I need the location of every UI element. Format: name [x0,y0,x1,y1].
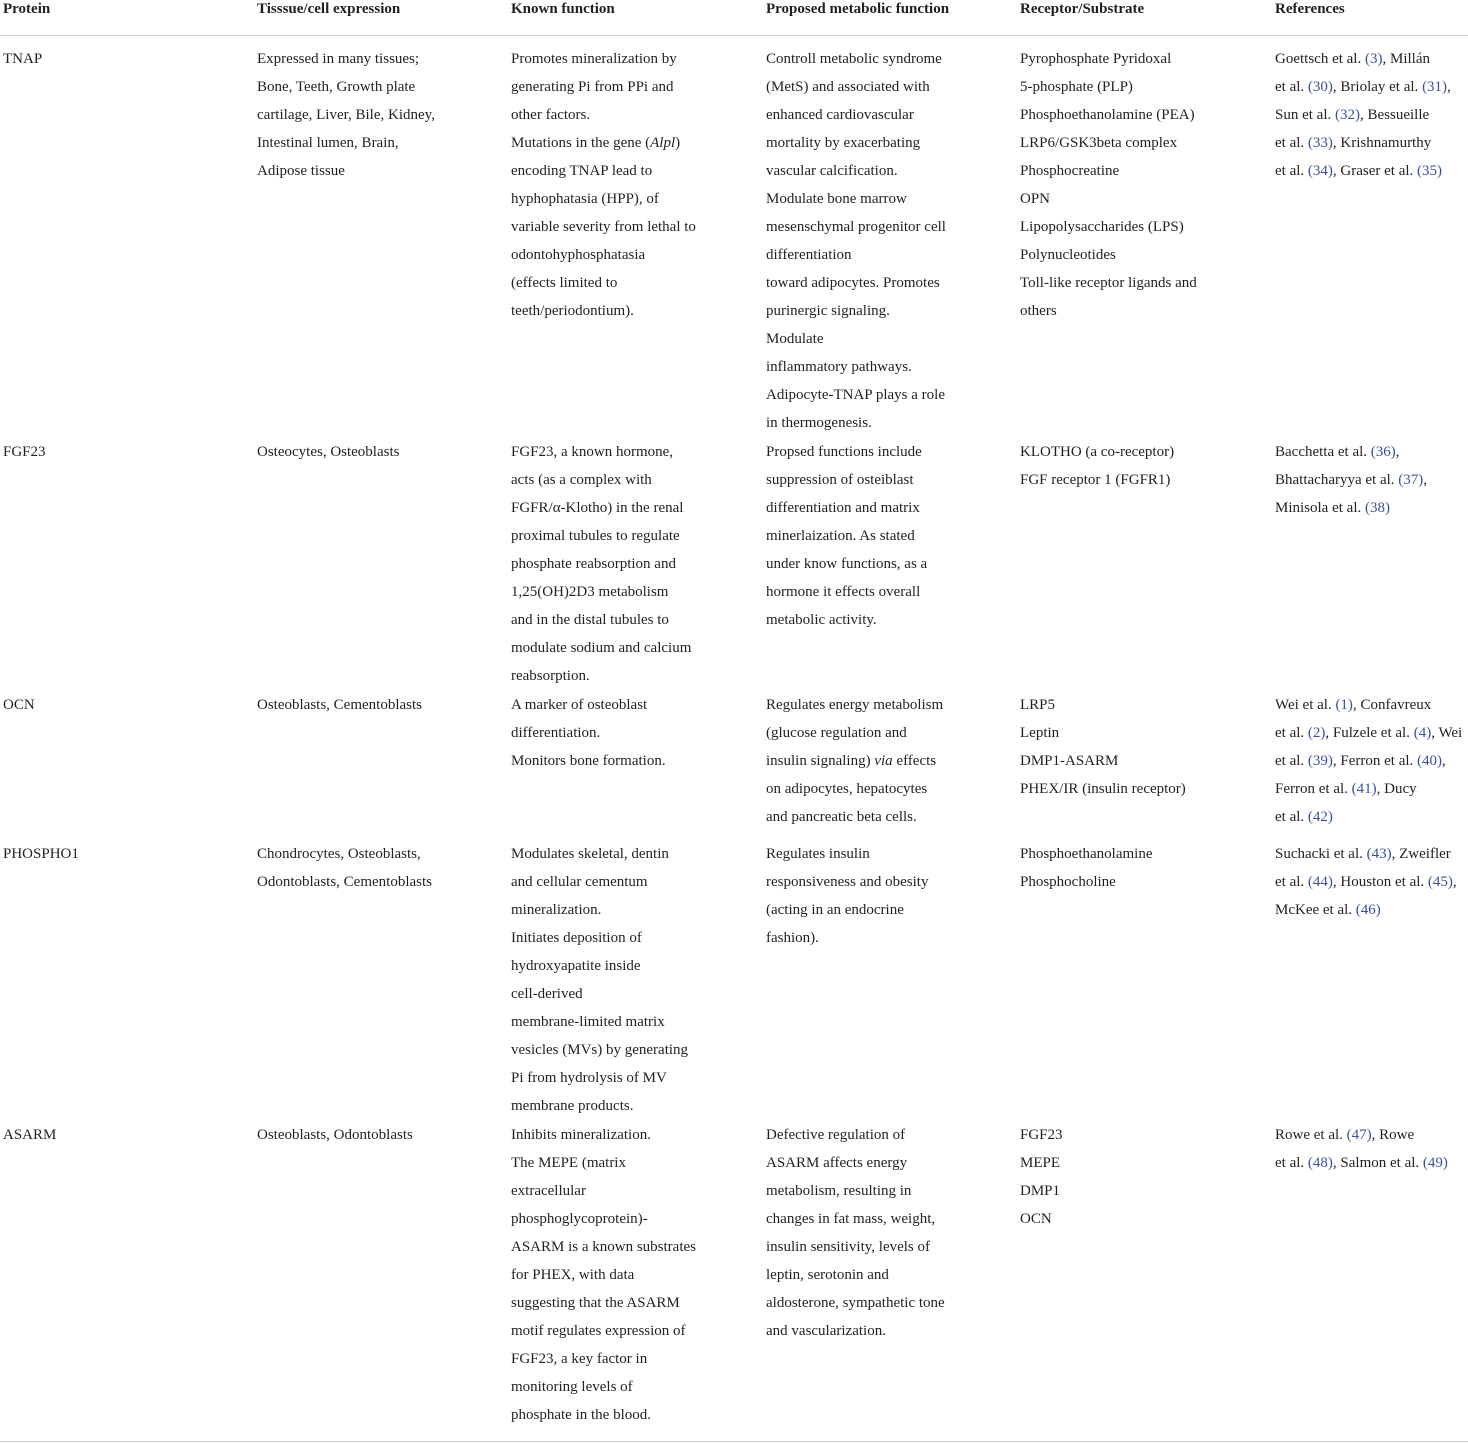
header-references: References [1275,1,1345,17]
cell-metabolic [766,691,1011,831]
reference-link[interactable]: (41) [1351,781,1377,797]
reference-link[interactable]: (32) [1335,107,1360,123]
cell-protein: ASARM [3,1127,57,1143]
reference-text: Goettsch et al. [1275,51,1365,67]
header-metabolic: Proposed metabolic function [766,1,950,17]
cell-references [1275,840,1468,924]
reference-text: Minisola et al. [1275,500,1365,516]
reference-text: et al. [1275,753,1308,769]
reference-text: et al. [1275,135,1308,151]
cell-receptor: Phosphoethanolamine Phosphocholine [1020,846,1153,890]
reference-text: et al. [1275,79,1308,95]
cell-receptor: KLOTHO (a co-receptor) FGF receptor 1 (FGFR1) [1020,444,1175,488]
cell-receptor: FGF23 MEPE DMP1 OCN [1020,1127,1063,1227]
cell-protein: FGF23 [3,444,46,460]
cell-function [511,45,756,325]
header-receptor: Receptor/Substrate [1020,1,1145,17]
reference-text: , Zweifler [1391,846,1451,862]
cell-references [1275,438,1468,522]
reference-link[interactable]: (40) [1417,753,1443,769]
table-bottom-rule [0,1441,1468,1442]
cell-references [1275,1121,1468,1177]
function-text: ) encoding TNAP lead to hyphophatasia (HPP), of variable severity from lethal to odontohyphosphatasia (effects limited to teeth/periodontium). [511,135,696,319]
cell-references [1275,691,1468,831]
cell-metabolic: Regulates insulin responsiveness and obesity (acting in an endocrine fashion). [766,846,929,946]
reference-link[interactable]: (31) [1422,79,1448,95]
reference-link[interactable]: (38) [1365,500,1390,516]
header-divider [0,35,1468,36]
cell-references [1275,45,1468,185]
reference-link[interactable]: (43) [1366,846,1392,862]
reference-link[interactable]: (3) [1364,51,1383,67]
reference-text: , Ferron et al. [1332,753,1418,769]
reference-text: Bacchetta et al. [1275,444,1371,460]
cell-tissue: Osteoblasts, Odontoblasts [257,1127,413,1143]
reference-link[interactable]: (37) [1398,472,1424,488]
reference-text: , Confavreux [1352,697,1432,713]
cell-tissue: Osteoblasts, Cementoblasts [257,697,422,713]
reference-text: et al. [1275,1155,1308,1171]
reference-link[interactable]: (36) [1370,444,1396,460]
header-protein: Protein [3,1,51,17]
reference-link[interactable]: (34) [1307,163,1333,179]
reference-link[interactable]: (1) [1335,697,1353,713]
reference-text: , [1423,472,1428,488]
cell-function: FGF23, a known hormone, acts (as a complex with FGFR/α-Klotho) in the renal proximal tubules to regulate phosphate reabsorption and 1,25(OH)2D3 metabolism and in the distal tubules to modulate sodium and calcium reabsorption. [511,444,692,684]
cell-function: Modulates skeletal, dentin and cellular cementum mineralization. Initiates deposition of hydroxyapatite inside cell-derived membrane-limited matrix vesicles (MVs) by generating Pi from hydrolysis of MV membrane products. [511,846,689,1114]
reference-link[interactable]: (33) [1307,135,1333,151]
reference-link[interactable]: (47) [1346,1127,1372,1143]
reference-text: , Millán [1382,51,1430,67]
reference-text: , Wei [1431,725,1463,741]
reference-text: , Houston et al. [1332,874,1428,890]
reference-text: Bhattacharyya et al. [1275,472,1399,488]
reference-link[interactable]: (30) [1307,79,1333,95]
reference-text: et al. [1275,725,1308,741]
reference-text: , Ferron et al. [1275,753,1446,797]
reference-link[interactable]: (48) [1307,1155,1333,1171]
reference-text: et al. [1275,163,1308,179]
cell-metabolic: Defective regulation of ASARM affects energy metabolism, resulting in changes in fat mass, weight, insulin sensitivity, levels of leptin, serotonin and aldosterone, sympathetic tone and vascularization. [766,1127,945,1339]
reference-text: , Ducy [1376,781,1417,797]
header-tissue: Tisssue/cell expression [257,1,401,17]
cell-protein: OCN [3,697,35,713]
reference-link[interactable]: (45) [1427,874,1453,890]
reference-link[interactable]: (2) [1307,725,1326,741]
cell-metabolic: Propsed functions include suppression of osteiblast differentiation and matrix minerlaization. As stated under know functions, as a hormone it effects overall metabolic activity. [766,444,928,628]
cell-tissue: Expressed in many tissues; Bone, Teeth, Growth plate cartilage, Liver, Bile, Kidney, Intestinal lumen, Brain, Adipose tissue [257,51,435,179]
gene-name: Alpl [650,135,676,151]
reference-text: , Salmon et al. [1332,1155,1423,1171]
reference-link[interactable]: (39) [1307,753,1333,769]
reference-text: , Bessueille [1360,107,1430,123]
cell-receptor: Pyrophosphate Pyridoxal 5-phosphate (PLP) Phosphoethanolamine (PEA) LRP6/GSK3beta complex Phosphocreatine OPN Lipopolysaccharides (LPS) Polynucleotides Toll-like receptor ligands and others [1020,51,1197,319]
cell-tissue: Osteocytes, Osteoblasts [257,444,400,460]
header-function: Known function [511,1,615,17]
reference-text: , Briolay et al. [1332,79,1423,95]
reference-text: Rowe et al. [1275,1127,1347,1143]
reference-link[interactable]: (4) [1413,725,1432,741]
metabolic-text: effects on adipocytes, hepatocytes and pancreatic beta cells. [766,753,937,825]
italic-word: via [874,753,893,769]
reference-text: , McKee et al. [1275,874,1457,918]
reference-link[interactable]: (46) [1355,902,1381,918]
reference-text: et al. [1275,874,1308,890]
reference-text: , Sun et al. [1275,79,1451,123]
reference-text: Suchacki et al. [1275,846,1367,862]
metabolic-text: Regulates energy metabolism (glucose regulation and insulin signaling) [766,697,944,769]
reference-text: , [1395,444,1400,460]
reference-text: Wei et al. [1275,697,1336,713]
function-text: Promotes mineralization by generating Pi from PPi and other factors. Mutations in the gene ( [511,51,677,151]
reference-text: et al. [1275,809,1308,825]
reference-text: , Graser et al. [1332,163,1418,179]
reference-link[interactable]: (35) [1417,163,1443,179]
reference-link[interactable]: (44) [1307,874,1333,890]
cell-protein: PHOSPHO1 [3,846,79,862]
cell-metabolic: Controll metabolic syndrome (MetS) and associated with enhanced cardiovascular mortality by exacerbating vascular calcification. Modulate bone marrow mesenschymal progenitor cell differentiation toward adipocytes. Promotes purinergic signaling. Modulate inflammatory pathways. Adipocyte-TNAP plays a role in thermogenesis. [766,51,946,431]
reference-link[interactable]: (49) [1422,1155,1448,1171]
reference-text: , Rowe [1371,1127,1415,1143]
reference-text: , Krishnamurthy [1332,135,1432,151]
reference-link[interactable]: (42) [1307,809,1333,825]
reference-text: , Fulzele et al. [1325,725,1414,741]
cell-tissue: Chondrocytes, Osteoblasts, Odontoblasts, Cementoblasts [257,846,432,890]
cell-function: Inhibits mineralization. The MEPE (matrix extracellular phosphoglycoprotein)- ASARM is a known substrates for PHEX, with data suggesting that the ASARM motif regulates expression of FGF23, a key factor in monitoring levels of phosphate in the blood. [511,1127,697,1423]
cell-function: A marker of osteoblast differentiation. Monitors bone formation. [511,697,666,769]
cell-receptor: LRP5 Leptin DMP1-ASARM PHEX/IR (insulin receptor) [1020,697,1186,797]
cell-protein: TNAP [3,51,43,67]
